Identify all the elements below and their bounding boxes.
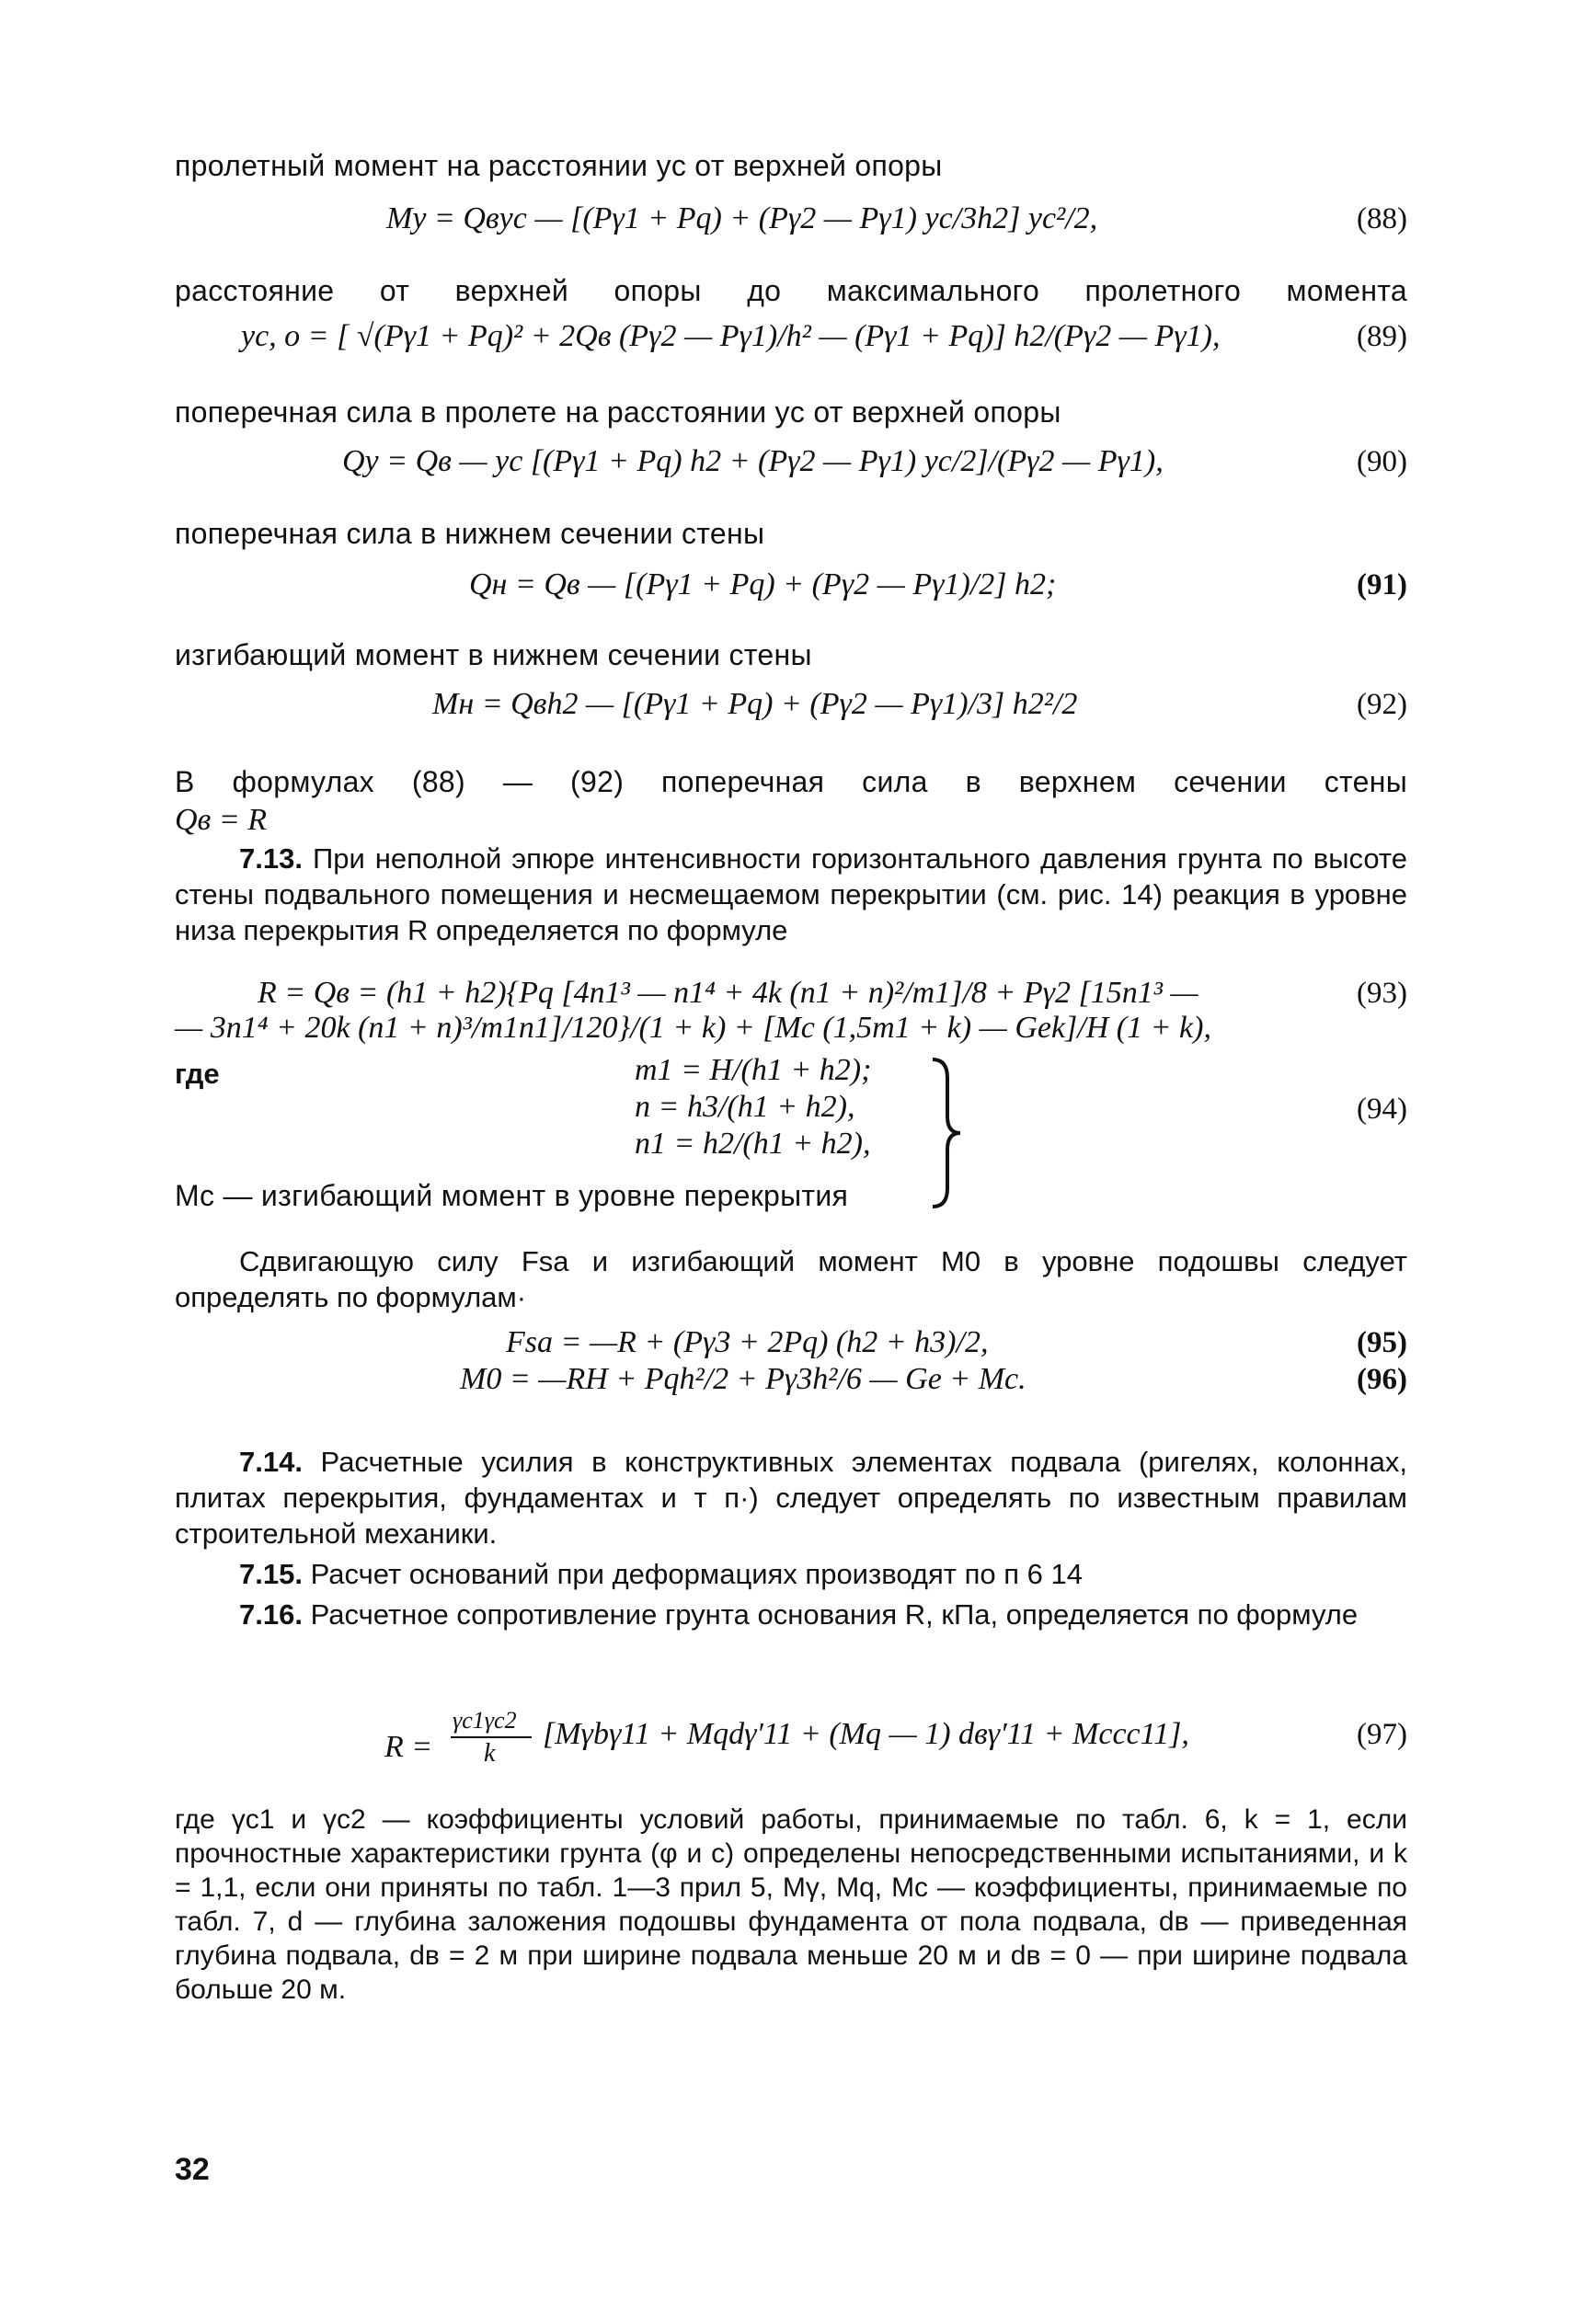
equation-number: (94) — [1357, 1093, 1407, 1126]
paragraph-7-16 — [175, 1597, 1407, 1632]
formula-93-part1: R = Qв = (h1 + h2){Pq [4n1³ — n1⁴ + 4k (n1 + n)²/m1]/8 + Pγ2 [15n1³ — — [258, 976, 1198, 1010]
gde-label: где — [175, 1058, 220, 1090]
paragraph-text: Расчетные усилия в конструктивных элементах подвала (ригелях, колоннах, плитах перекрытия, фундаментах и т п·) следует определять по известным правилам строительной механики. — [175, 1446, 1407, 1550]
page-number: 32 — [175, 2152, 210, 2187]
equation-number: (97) — [1357, 1718, 1407, 1751]
formula-94-line1: m1 = H/(h1 + h2); — [635, 1053, 872, 1087]
formula-94-line3: n1 = h2/(h1 + h2), — [635, 1127, 871, 1161]
section-number: 7.16. — [239, 1598, 303, 1631]
equation-number: (88) — [1357, 202, 1407, 235]
section-number: 7.15. — [239, 1558, 303, 1590]
formula-97-denominator: k — [484, 1739, 496, 1768]
formula-92: Mн = Qвh2 — [(Pγ1 + Pq) + (Pγ2 — Pγ1)/3] h2²/2 — [432, 687, 1078, 721]
formula-90: Qy = Qв — yc [(Pγ1 + Pq) h2 + (Pγ2 — Pγ1) yc/2]/(Pγ2 — Pγ1), — [342, 444, 1164, 478]
formula-97-lhs: R = — [384, 1730, 433, 1764]
formula-97-numerator: γc1γc2 — [453, 1707, 517, 1734]
fraction-bar — [451, 1736, 532, 1738]
paragraph-text: Расчетное сопротивление грунта основания R, кПа, определяется по формуле — [310, 1598, 1359, 1631]
equation-number: (95) — [1357, 1326, 1407, 1359]
paragraph-7-15 — [175, 1556, 1407, 1592]
text-line: В формулах (88) — (92) поперечная сила в верхнем сечении стены — [175, 765, 1407, 798]
formula-93-part2: — 3n1⁴ + 20k (n1 + n)³/m1n1]/120}/(1 + k) + [Mc (1,5m1 + k) — Gek]/H (1 + k), — [175, 1011, 1211, 1045]
equation-number: (92) — [1357, 688, 1407, 721]
text-line: пролетный момент на расстоянии yc от верхней опоры — [175, 149, 943, 182]
paragraph-text: Расчет оснований при деформациях производят по п 6 14 — [310, 1558, 1083, 1590]
formula-89: yc, o = [ √(Pγ1 + Pq)² + 2Qв (Pγ2 — Pγ1)/h² — (Pγ1 + Pq)] h2/(Pγ2 — Pγ1), — [241, 319, 1221, 353]
formula-97-rhs: [Mγbγ11 + Mqdγ′11 + (Mq — 1) dвγ′11 + Mccc11], — [543, 1717, 1189, 1751]
text-line: поперечная сила в пролете на расстоянии yc от верхней опоры — [175, 395, 1061, 429]
paragraph-where: где γc1 и γc2 — коэффициенты условий работы, принимаемые по табл. 6, k = 1, если прочностные характеристики грунта (φ и c) определены непосредственными испытаниями, и k = 1,1, если они приняты по табл. 1—3 прил 5, Mγ, Mq, Mc — коэффициенты, принимаемые по табл. 7, d — глубина заложения подошвы фундамента от пола подвала, dв — приведенная глубина подвала, dв = 2 м при ширине подвала меньше 20 м и dв = 0 — при ширине подвала больше 20 м. — [175, 1804, 1407, 2005]
equation-number: (93) — [1357, 977, 1407, 1010]
formula-inline: Qв = R — [175, 803, 268, 837]
text-line: Mc — изгибающий момент в уровне перекрытия — [175, 1179, 849, 1212]
text-line: расстояние от верхней опоры до максимального пролетного момента — [175, 274, 1407, 307]
formula-96: M0 = —RH + Pqh²/2 + Pγ3h²/6 — Ge + Mc. — [460, 1362, 1026, 1396]
formula-95: Fsa = —R + (Pγ3 + 2Pq) (h2 + h3)/2, — [506, 1325, 989, 1359]
paragraph-7-14 — [175, 1444, 1407, 1551]
equation-number: (91) — [1357, 568, 1407, 601]
section-number: 7.14. — [239, 1446, 303, 1478]
formula-88: My = Qвyc — [(Pγ1 + Pq) + (Pγ2 — Pγ1) yc/3h2] yc²/2, — [386, 201, 1098, 235]
formula-94-line2: n = h3/(h1 + h2), — [635, 1090, 855, 1124]
paragraph-shear: Сдвигающую силу Fsa и изгибающий момент M0 в уровне подошвы следует определять по формулам· — [175, 1245, 1407, 1313]
paragraph-7-13 — [175, 841, 1407, 948]
equation-number: (96) — [1357, 1363, 1407, 1396]
formula-91: Qн = Qв — [(Pγ1 + Pq) + (Pγ2 — Pγ1)/2] h2; — [469, 567, 1057, 601]
equation-number: (89) — [1357, 320, 1407, 353]
text-line: поперечная сила в нижнем сечении стены — [175, 517, 765, 550]
text-line: изгибающий момент в нижнем сечении стены — [175, 638, 812, 671]
section-number: 7.13. — [239, 842, 303, 875]
paragraph-text: При неполной эпюре интенсивности горизонтального давления грунта по высоте стены подвального помещения и несмещаемом перекрытии (см. рис. 14) реакция в уровне низа перекрытия R определяется по формуле — [175, 842, 1407, 946]
equation-number: (90) — [1357, 445, 1407, 478]
